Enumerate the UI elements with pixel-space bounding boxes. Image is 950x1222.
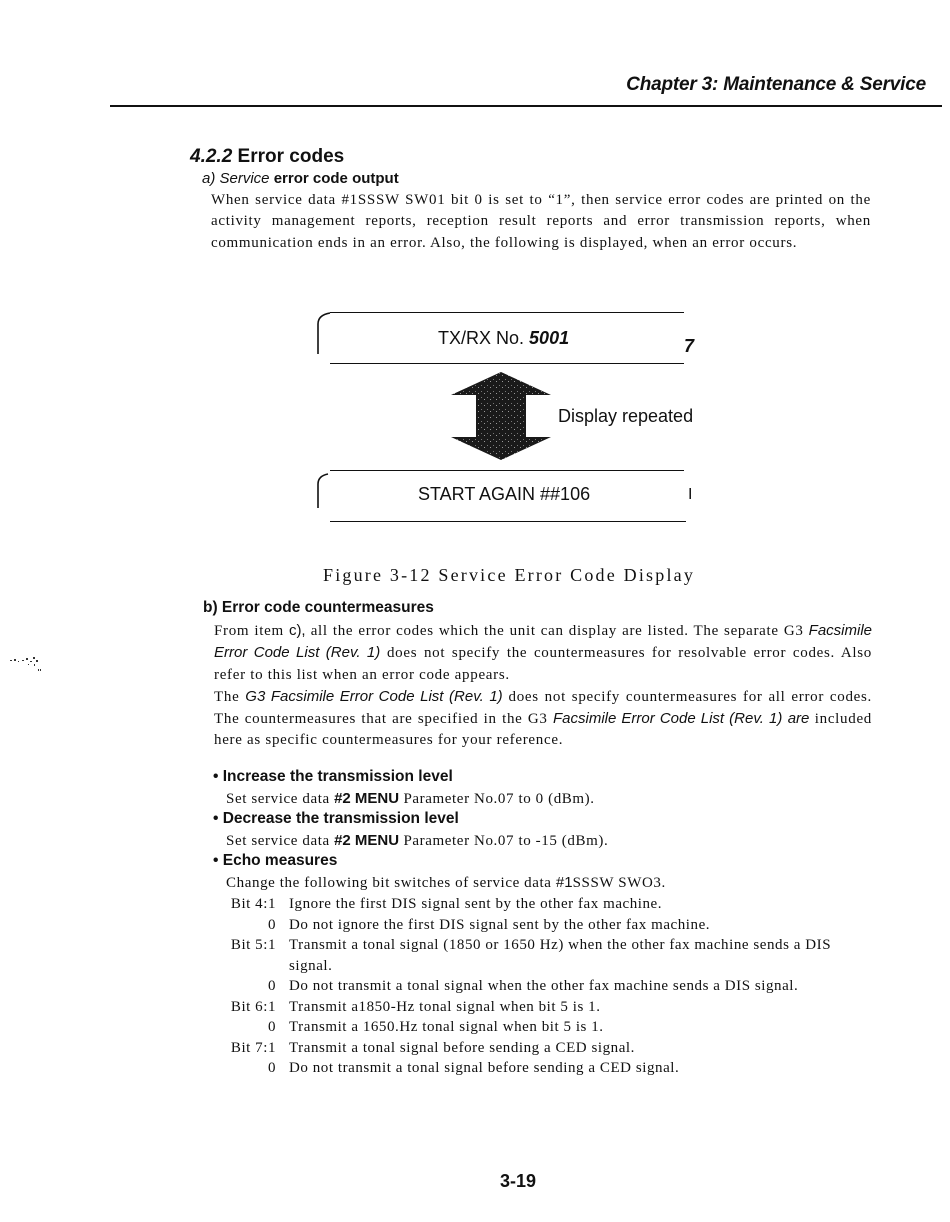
bit-label: Bit 7:1 — [230, 1039, 276, 1056]
bit-row — [208, 1038, 869, 1059]
scan-speck — [8, 655, 42, 677]
p1-text-c: does not specify the countermeasures for resolvable error codes. Also refer to this list when an error code appears. — [214, 645, 873, 683]
paragraph-b2 — [214, 686, 872, 752]
p2-text-b: does not specify countermeasures for all error codes. The countermeasures that are specified in the G3 — [214, 688, 873, 728]
p2-list-title-2: Facsimile Error Code List (Rev. 1) — [552, 710, 783, 728]
display1-text — [438, 328, 569, 349]
bit-label: 0 — [267, 916, 276, 933]
display2-top-line — [330, 470, 684, 471]
bit-description: Ignore the first DIS signal sent by the other fax machine. — [289, 896, 663, 912]
paragraph-a: When service data #1SSSW SW01 bit 0 is set to “1”, then service error codes are printed on the activity management reports, reception result reports and error transmission reports, when communication ends in an error. Also, the following is displayed, when an error occurs. — [211, 192, 871, 251]
section-title-text: Error codes — [237, 146, 345, 167]
display2-bracket — [312, 470, 334, 510]
bit-switch-list — [208, 894, 869, 1079]
bullet-body — [226, 832, 608, 850]
bullet-body-bold: #2 MENU — [334, 832, 400, 849]
bullet-body — [226, 790, 595, 808]
bullet-head: • Echo measures — [213, 852, 338, 869]
bit-row — [208, 976, 869, 997]
bit-description: Transmit a 1650.Hz tonal signal when bit 5 is 1. — [289, 1019, 604, 1035]
page-number: 3-19 — [499, 1171, 537, 1191]
display1-mark: 7 — [684, 336, 695, 356]
subsection-a-prefix: a) Service — [202, 170, 270, 187]
bullet-body — [226, 874, 666, 892]
display1-bracket — [312, 312, 334, 356]
bullet-body-pre: Set service data — [226, 833, 335, 849]
arrow-label: Display repeated — [558, 406, 694, 426]
section-title — [190, 146, 344, 168]
bit-description: Do not transmit a tonal signal before sending a CED signal. — [289, 1060, 680, 1076]
display1-value: 5001 — [529, 328, 570, 348]
p1-item-ref: c), — [288, 622, 306, 639]
double-arrow-icon — [450, 371, 552, 461]
bullet-body-post: Parameter No.07 to -15 (dBm). — [399, 833, 609, 849]
bit-row — [208, 1058, 869, 1079]
bullet-item — [213, 810, 459, 828]
bit-label: Bit 6:1 — [230, 998, 276, 1015]
bit-description: Transmit a tonal signal (1850 or 1650 Hz) when the other fax machine sends a DIS signal. — [289, 937, 832, 974]
bullet-head-text: Echo measures — [222, 852, 338, 869]
subsection-a-bold: error code output — [273, 170, 399, 187]
bullet-body-pre: Set service data — [226, 791, 335, 807]
bit-label: 0 — [267, 978, 276, 994]
bullet-body-post: SSSW SWO3. — [572, 875, 666, 891]
bit-row — [208, 935, 869, 976]
bit-description: Do not ignore the first DIS signal sent by the other fax machine. — [289, 916, 711, 933]
figure-caption: Figure 3-12 Service Error Code Display — [323, 565, 696, 585]
section-number: 4.2.2 — [190, 146, 233, 167]
display2-mark: I — [688, 486, 693, 503]
paragraph-b1 — [214, 620, 872, 686]
bit-row — [208, 894, 869, 915]
bit-description: Transmit a tonal signal before sending a CED signal. — [289, 1039, 635, 1056]
p1-text-b: all the error codes which the unit can display are listed. The separate G3 — [305, 623, 809, 639]
bit-description: Transmit a1850-Hz tonal signal when bit 5 is 1. — [289, 998, 601, 1015]
subsection-a-heading — [202, 170, 399, 187]
bit-description: Do not transmit a tonal signal when the other fax machine sends a DIS signal. — [289, 978, 799, 994]
bit-label: Bit 4:1 — [230, 896, 276, 912]
display1-bottom-line — [330, 363, 684, 364]
display2-bottom-line — [330, 521, 686, 522]
display1-top-line — [330, 312, 684, 313]
bullet-head-text: Decrease the transmission level — [222, 810, 459, 827]
bullet-item — [213, 852, 337, 870]
bullet-body-bold: #1 — [555, 874, 573, 891]
bullet-head: • Decrease the transmission level — [213, 810, 459, 827]
bit-label: 0 — [267, 1060, 276, 1076]
display1-label: TX/RX No. — [438, 328, 525, 348]
p2-list-title: G3 Facsimile Error Code List (Rev. 1) — [245, 687, 503, 705]
p1-text-a: From item — [214, 623, 289, 639]
bullet-body-pre: Change the following bit switches of service data — [226, 875, 556, 891]
display2-text: START AGAIN ##106 — [418, 484, 591, 504]
bit-label: Bit 5:1 — [230, 937, 276, 953]
bullet-item — [213, 768, 453, 786]
paragraph-b — [214, 620, 872, 752]
bit-label: 0 — [267, 1019, 276, 1035]
subsection-b-heading: b) Error code countermeasures — [203, 599, 434, 616]
bullet-head: • Increase the transmission level — [213, 768, 453, 785]
header-rule — [110, 105, 942, 107]
p1-list-title: Facsimile Error Code List (Rev. 1) — [214, 622, 872, 662]
bullet-head-text: Increase the transmission level — [222, 768, 453, 785]
p2-text-a: The — [214, 688, 246, 705]
p2-italic-are: are — [787, 710, 810, 728]
bullet-body-post: Parameter No.07 to 0 (dBm). — [399, 791, 595, 807]
bit-row — [208, 997, 869, 1018]
bit-row — [208, 1017, 869, 1038]
chapter-header: Chapter 3: Maintenance & Service — [626, 74, 926, 95]
p2-text-c: included here as specific countermeasures for your reference. — [214, 711, 873, 749]
bullet-body-bold: #2 MENU — [334, 790, 400, 807]
bit-row — [208, 915, 869, 936]
